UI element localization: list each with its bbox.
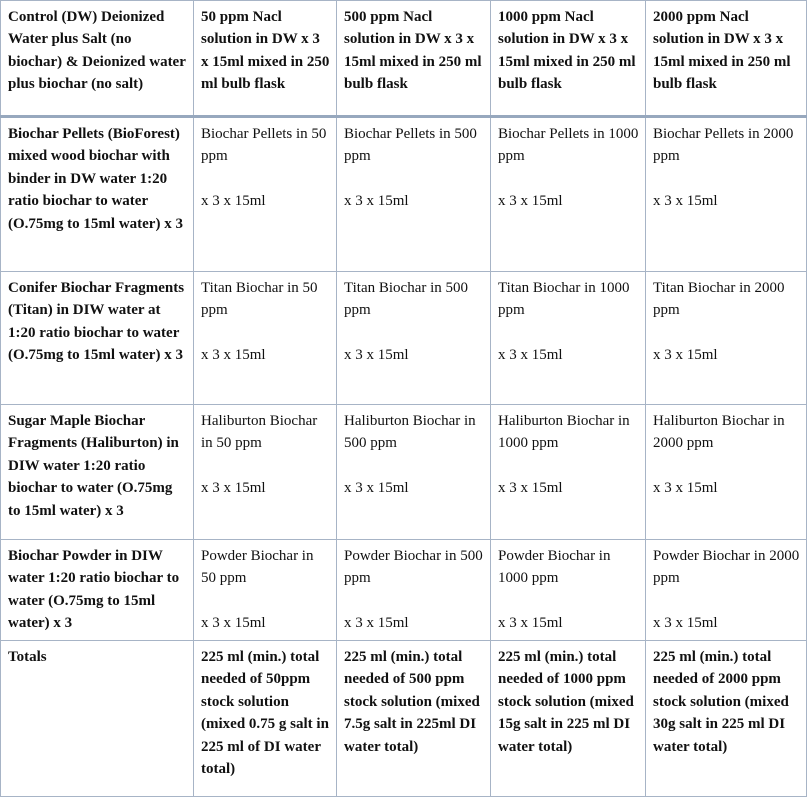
row-label-haliburton: Sugar Maple Biochar Fragments (Haliburton) in DIW water 1:20 ratio biochar to water (O.75mg to 15ml water) x 3 xyxy=(1,405,194,540)
row-label-pellets: Biochar Pellets (BioForest) mixed wood biochar with binder in DW water 1:20 ratio biochar to water (O.75mg to 15ml water) x 3 xyxy=(1,117,194,272)
header-50ppm-cell: 50 ppm Nacl solution in DW x 3 x 15ml mixed in 250 ml bulb flask xyxy=(194,1,337,117)
table-row-powder xyxy=(1,540,807,641)
table-row-haliburton xyxy=(1,405,807,540)
table-cell: Powder Biochar in 50 ppm x 3 x 15ml xyxy=(194,540,337,641)
table-cell: Titan Biochar in 2000 ppm x 3 x 15ml xyxy=(646,272,807,405)
table-cell: 225 ml (min.) total needed of 500 ppm stock solution (mixed 7.5g salt in 225ml DI water total) xyxy=(337,641,491,797)
row-label-powder: Biochar Powder in DIW water 1:20 ratio biochar to water (O.75mg to 15ml water) x 3 xyxy=(1,540,194,641)
header-2000ppm-cell: 2000 ppm Nacl solution in DW x 3 x 15ml mixed in 250 ml bulb flask xyxy=(646,1,807,117)
header-1000ppm-cell: 1000 ppm Nacl solution in DW x 3 x 15ml mixed in 250 ml bulb flask xyxy=(491,1,646,117)
row-label-titan: Conifer Biochar Fragments (Titan) in DIW water at 1:20 ratio biochar to water (O.75mg to 15ml water) x 3 xyxy=(1,272,194,405)
table-row-totals xyxy=(1,641,807,797)
table-cell: Powder Biochar in 500 ppm x 3 x 15ml xyxy=(337,540,491,641)
row-label-totals: Totals xyxy=(1,641,194,797)
table-row-pellets xyxy=(1,117,807,272)
table-row-titan xyxy=(1,272,807,405)
table-cell: Titan Biochar in 500 ppm x 3 x 15ml xyxy=(337,272,491,405)
table-cell: Powder Biochar in 2000 ppm x 3 x 15ml xyxy=(646,540,807,641)
table-cell: Haliburton Biochar in 500 ppm x 3 x 15ml xyxy=(337,405,491,540)
table-cell: Titan Biochar in 1000 ppm x 3 x 15ml xyxy=(491,272,646,405)
header-row xyxy=(1,1,807,117)
table-cell: Biochar Pellets in 2000 ppm x 3 x 15ml xyxy=(646,117,807,272)
table-cell: Biochar Pellets in 50 ppm x 3 x 15ml xyxy=(194,117,337,272)
table-cell: Biochar Pellets in 1000 ppm x 3 x 15ml xyxy=(491,117,646,272)
table-cell: 225 ml (min.) total needed of 2000 ppm stock solution (mixed 30g salt in 225 ml DI water total) xyxy=(646,641,807,797)
table-cell: Haliburton Biochar in 50 ppm x 3 x 15ml xyxy=(194,405,337,540)
table-cell: Haliburton Biochar in 1000 ppm x 3 x 15ml xyxy=(491,405,646,540)
table-cell: 225 ml (min.) total needed of 50ppm stock solution (mixed 0.75 g salt in 225 ml of DI water total) xyxy=(194,641,337,797)
table-cell: Titan Biochar in 50 ppm x 3 x 15ml xyxy=(194,272,337,405)
header-500ppm-cell: 500 ppm Nacl solution in DW x 3 x 15ml mixed in 250 ml bulb flask xyxy=(337,1,491,117)
header-control-cell: Control (DW) Deionized Water plus Salt (no biochar) & Deionized water plus biochar (no salt) xyxy=(1,1,194,117)
table-cell: Haliburton Biochar in 2000 ppm x 3 x 15ml xyxy=(646,405,807,540)
table-cell: Biochar Pellets in 500 ppm x 3 x 15ml xyxy=(337,117,491,272)
table-cell: Powder Biochar in 1000 ppm x 3 x 15ml xyxy=(491,540,646,641)
table-cell: 225 ml (min.) total needed of 1000 ppm stock solution (mixed 15g salt in 225 ml DI water total) xyxy=(491,641,646,797)
